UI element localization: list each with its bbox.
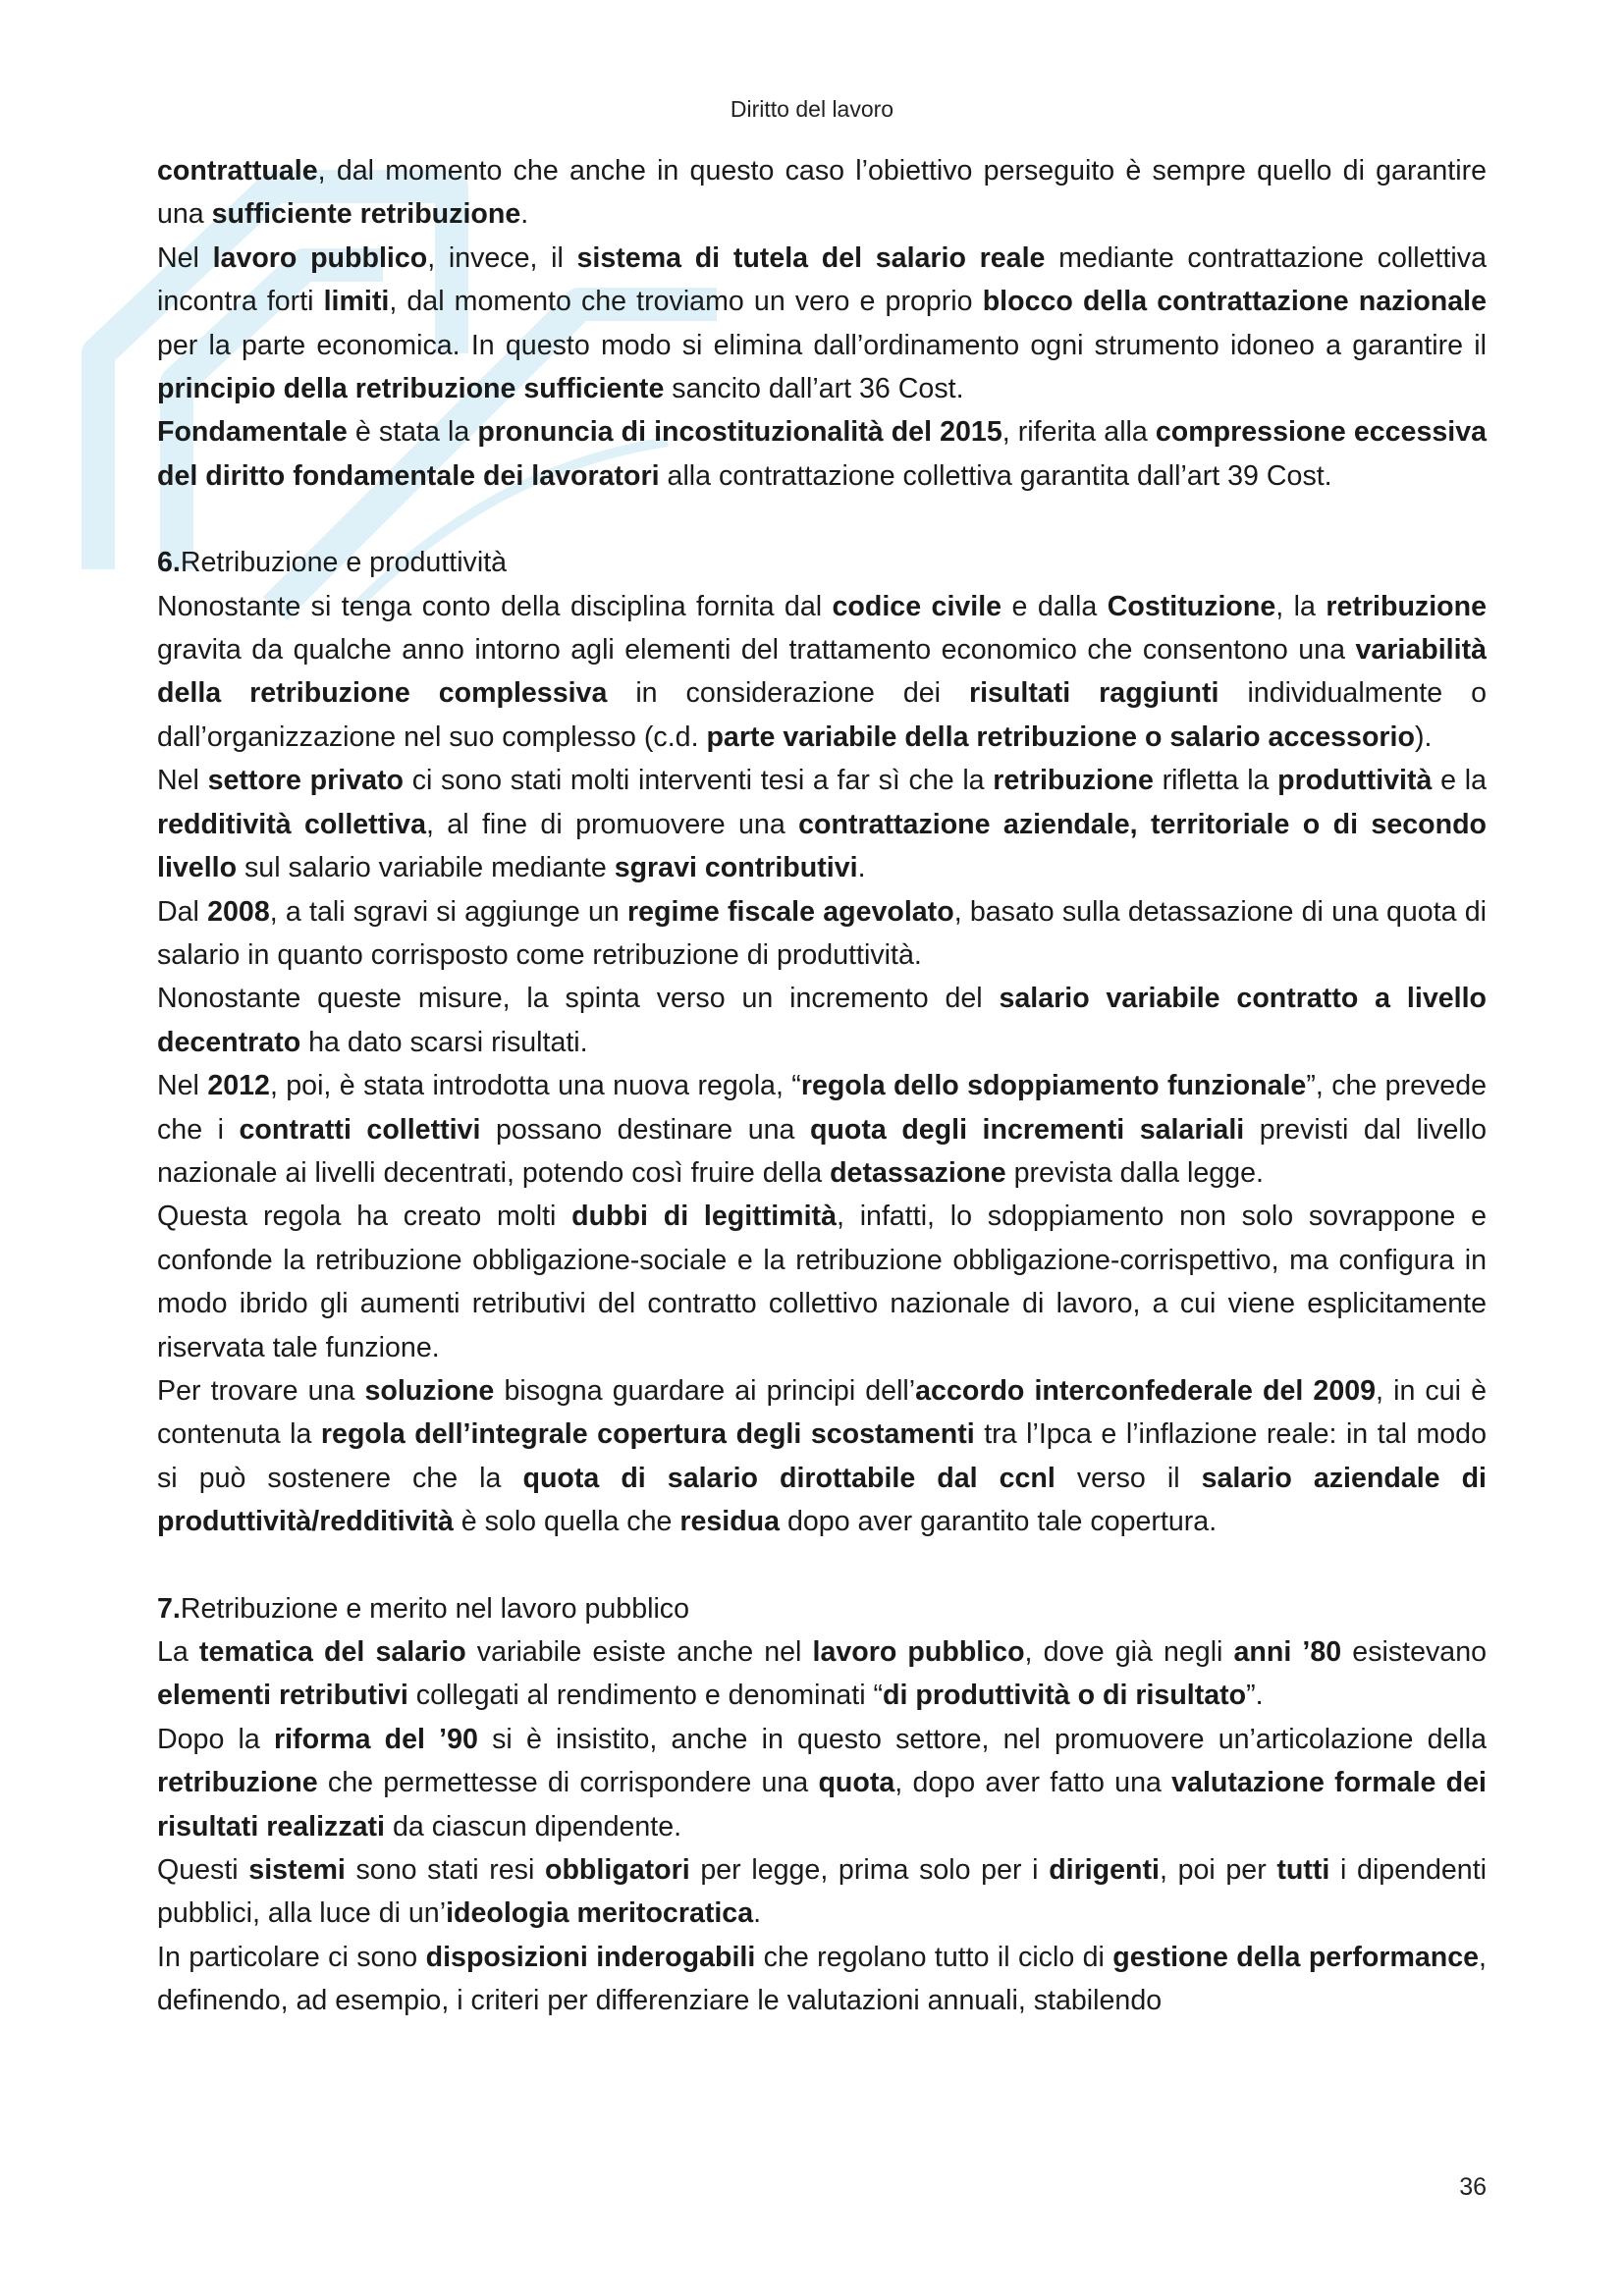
- text-run: , dal momento che anche in questo caso l’obiettivo perseguito è sempre quello di garantire una: [157, 155, 1487, 231]
- paragraph: [157, 1369, 1487, 1544]
- text-run: La: [157, 1636, 199, 1668]
- bold-text: di produttività o di risultato: [883, 1680, 1247, 1712]
- text-run: ha dato scarsi risultati.: [300, 1026, 588, 1058]
- text-run: alla contrattazione collettiva garantita dall’art 39 Cost.: [659, 459, 1332, 492]
- bold-text: codice civile: [832, 590, 1002, 622]
- bold-text: regola dello sdoppiamento funzionale: [800, 1070, 1307, 1102]
- text-run: che regolano tutto il ciclo di: [755, 1941, 1113, 1973]
- bold-text: valutazione formale dei risultati realizzati: [157, 1767, 1487, 1842]
- bold-text: soluzione: [364, 1374, 495, 1407]
- bold-text: regola dell’integrale copertura degli scostamenti: [320, 1418, 975, 1451]
- text-run: , a tali sgravi si aggiunge un: [269, 895, 627, 928]
- text-run: esistevano: [1341, 1636, 1488, 1668]
- bold-text: retribuzione: [1326, 590, 1487, 622]
- text-run: è stata la: [347, 416, 478, 449]
- text-run: , poi, è stata introdotta una nuova regola, “: [269, 1070, 801, 1102]
- bold-text: Costituzione: [1107, 590, 1276, 622]
- bold-text: contratti collettivi: [239, 1113, 481, 1146]
- text-run: variabile esiste anche nel: [465, 1636, 813, 1668]
- text-run: , poi per: [1159, 1854, 1277, 1887]
- text-run: possano destinare una: [480, 1113, 810, 1146]
- bold-text: regime fiscale agevolato: [627, 895, 954, 928]
- bold-text: tutti: [1276, 1854, 1330, 1887]
- paragraph: [157, 585, 1487, 760]
- text-run: sono stati resi: [345, 1854, 545, 1887]
- text-run: Questa regola ha creato molti: [157, 1201, 572, 1233]
- text-run: Nel: [157, 765, 208, 797]
- text-run: mediante contrattazione collettiva incontra forti: [157, 241, 1487, 318]
- paragraph-gap: [157, 1544, 1487, 1587]
- text-run: tra l’Ipca e l’inflazione reale: in tal modo si può sostenere che la: [157, 1418, 1487, 1494]
- bold-text: risultati raggiunti: [968, 677, 1219, 710]
- text-run: ci sono stati molti interventi tesi a far sì che la: [404, 765, 994, 797]
- text-run: è solo quella che: [453, 1506, 680, 1538]
- text-run: Retribuzione e produttività: [180, 547, 508, 579]
- bold-text: contrattuale: [157, 155, 318, 187]
- text-run: Nonostante queste misure, la spinta verso un incremento del: [157, 983, 1000, 1015]
- paragraph: [157, 1064, 1487, 1195]
- text-run: dopo aver garantito tale copertura.: [780, 1506, 1218, 1538]
- text-run: collegati al rendimento e denominati “: [407, 1680, 884, 1712]
- bold-text: riforma del ’90: [273, 1723, 478, 1755]
- text-run: che permettesse di corrispondere una: [317, 1767, 819, 1799]
- text-run: Per trovare una: [157, 1374, 365, 1407]
- bold-text: limiti: [323, 286, 390, 318]
- text-run: da ciascun dipendente.: [385, 1810, 682, 1842]
- text-run: sancito dall’art 36 Cost.: [664, 373, 964, 405]
- text-run: , dal momento che troviamo un vero e proprio: [389, 286, 983, 318]
- bold-text: retribuzione: [157, 1767, 318, 1799]
- text-run: Retribuzione e merito nel lavoro pubblico: [180, 1592, 690, 1625]
- bold-text: accordo interconfederale del 2009: [915, 1374, 1377, 1407]
- page-number: 36: [1459, 2173, 1487, 2201]
- text-run: e dalla: [1001, 590, 1108, 622]
- text-run: ”, che prevede che i: [157, 1070, 1488, 1146]
- paragraph: [157, 237, 1487, 411]
- text-run: in considerazione dei: [607, 677, 969, 710]
- text-run: , infatti, lo sdoppiamento non solo sovrappone e confonde la retribuzione obbligazione-sociale e la retribuzione obbligazione-corrispettivo, ma configura in modo ibrido gli aumenti retributivi del contratto collettivo nazionale di lavoro, a cui viene esplicitamente riservata tale funzione.: [157, 1201, 1487, 1363]
- bold-text: 2012: [207, 1070, 270, 1102]
- text-run: .: [753, 1897, 762, 1930]
- document-body: [157, 149, 1487, 2023]
- text-run: Nel: [157, 1070, 208, 1102]
- bold-text: tematica del salario: [198, 1636, 466, 1668]
- paragraph: [157, 149, 1487, 237]
- bold-text: disposizioni inderogabili: [425, 1941, 756, 1973]
- text-run: verso il: [1055, 1462, 1202, 1494]
- bold-text: quota degli incrementi salariali: [809, 1113, 1245, 1146]
- text-run: , in cui è contenuta la: [157, 1374, 1487, 1451]
- bold-text: sistema di tutela del salario reale: [576, 241, 1046, 274]
- text-run: previsti dal livello nazionale ai livelli decentrati, potendo così fruire della: [157, 1113, 1488, 1189]
- bold-text: variabilità della retribuzione complessiva: [157, 634, 1487, 710]
- bold-text: residua: [679, 1506, 781, 1538]
- text-run: gravita da qualche anno intorno agli elementi del trattamento economico che consentono una: [157, 634, 1356, 667]
- bold-text: elementi retributivi: [157, 1680, 408, 1712]
- paragraph: [157, 1630, 1487, 1718]
- bold-text: salario variabile contratto a livello decentrato: [157, 983, 1487, 1058]
- text-run: , la: [1275, 590, 1326, 622]
- text-run: bisogna guardare ai principi dell’: [494, 1374, 916, 1407]
- text-run: Dopo la: [157, 1723, 274, 1755]
- text-run: .: [520, 198, 529, 231]
- paragraph: [157, 1848, 1487, 1936]
- bold-text: quota di salario dirottabile dal ccnl: [522, 1462, 1056, 1494]
- bold-text: settore privato: [207, 765, 404, 797]
- text-run: si è insistito, anche in questo settore, nel promuovere un’articolazione della: [477, 1723, 1487, 1755]
- text-run: , definendo, ad esempio, i criteri per differenziare le valutazioni annuali, stabilendo: [157, 1941, 1487, 2017]
- text-run: rifletta la: [1153, 765, 1278, 797]
- text-run: Dal: [157, 895, 208, 928]
- text-run: sul salario variabile mediante: [237, 852, 615, 884]
- bold-text: compressione eccessiva del diritto fondamentale dei lavoratori: [157, 416, 1488, 492]
- bold-text: blocco della contrattazione nazionale: [982, 286, 1488, 318]
- bold-text: sufficiente retribuzione: [211, 198, 521, 231]
- bold-text: dubbi di legittimità: [571, 1201, 837, 1233]
- bold-text: contrattazione aziendale, territoriale o di secondo livello: [157, 808, 1487, 884]
- paragraph: [157, 410, 1487, 498]
- text-run: ).: [1414, 721, 1433, 753]
- bold-text: retribuzione: [993, 765, 1154, 797]
- running-header: Diritto del lavoro: [730, 96, 894, 122]
- paragraph: [157, 1718, 1487, 1848]
- paragraph: [157, 1936, 1487, 2023]
- bold-text: redditività collettiva: [157, 808, 426, 840]
- text-run: i dipendenti pubblici, alla luce di un’: [157, 1854, 1488, 1930]
- bold-text: ideologia meritocratica: [446, 1897, 754, 1930]
- text-run: e la: [1432, 765, 1488, 797]
- text-run: individualmente o dall’organizzazione nel suo complesso (c.d.: [157, 677, 1488, 753]
- bold-text: Fondamentale: [157, 416, 348, 449]
- paragraph-gap: [157, 498, 1487, 541]
- bold-text: lavoro pubblico: [812, 1636, 1025, 1668]
- text-run: , dopo aver fatto una: [894, 1767, 1172, 1799]
- text-run: , dove già negli: [1024, 1636, 1234, 1668]
- bold-text: sistemi: [248, 1854, 346, 1887]
- text-run: , invece, il: [427, 241, 577, 274]
- text-run: , riferita alla: [1001, 416, 1156, 449]
- text-run: Nel: [157, 241, 213, 274]
- bold-text: obbligatori: [545, 1854, 690, 1887]
- bold-text: gestione della performance: [1112, 1941, 1480, 1973]
- text-run: per legge, prima solo per i: [689, 1854, 1050, 1887]
- bold-text: parte variabile della retribuzione o salario accessorio: [706, 721, 1415, 753]
- text-run: ”.: [1246, 1680, 1264, 1712]
- bold-text: anni ’80: [1233, 1636, 1342, 1668]
- text-run: prevista dalla legge.: [1005, 1156, 1264, 1189]
- bold-text: principio della retribuzione sufficiente: [157, 373, 665, 405]
- text-run: per la parte economica. In questo modo si elimina dall’ordinamento ogni strumento idoneo a garantire il: [157, 329, 1487, 361]
- text-run: .: [857, 852, 866, 884]
- bold-text: pronuncia di incostituzionalità del 2015: [477, 416, 1002, 449]
- paragraph: [157, 1195, 1487, 1369]
- paragraph: [157, 890, 1487, 978]
- text-run: , basato sulla detassazione di una quota di salario in quanto corrisposto come retribuzione di produttività.: [157, 895, 1488, 971]
- section-heading: [157, 541, 1487, 584]
- paragraph: [157, 759, 1487, 889]
- text-run: , al fine di promuovere una: [425, 808, 799, 840]
- section-number: 6.: [157, 547, 181, 579]
- text-run: In particolare ci sono: [157, 1941, 426, 1973]
- text-run: Questi: [157, 1854, 249, 1887]
- bold-text: produttività: [1277, 765, 1433, 797]
- bold-text: lavoro pubblico: [212, 241, 428, 274]
- bold-text: dirigenti: [1049, 1854, 1160, 1887]
- paragraph: [157, 977, 1487, 1064]
- bold-text: detassazione: [830, 1156, 1006, 1189]
- text-run: Nonostante si tenga conto della disciplina fornita dal: [157, 590, 833, 622]
- bold-text: sgravi contributivi: [614, 852, 858, 884]
- bold-text: quota: [818, 1767, 895, 1799]
- bold-text: salario aziendale di produttività/redditività: [157, 1462, 1487, 1538]
- bold-text: 2008: [207, 895, 270, 928]
- section-heading: [157, 1587, 1487, 1630]
- section-number: 7.: [157, 1592, 181, 1625]
